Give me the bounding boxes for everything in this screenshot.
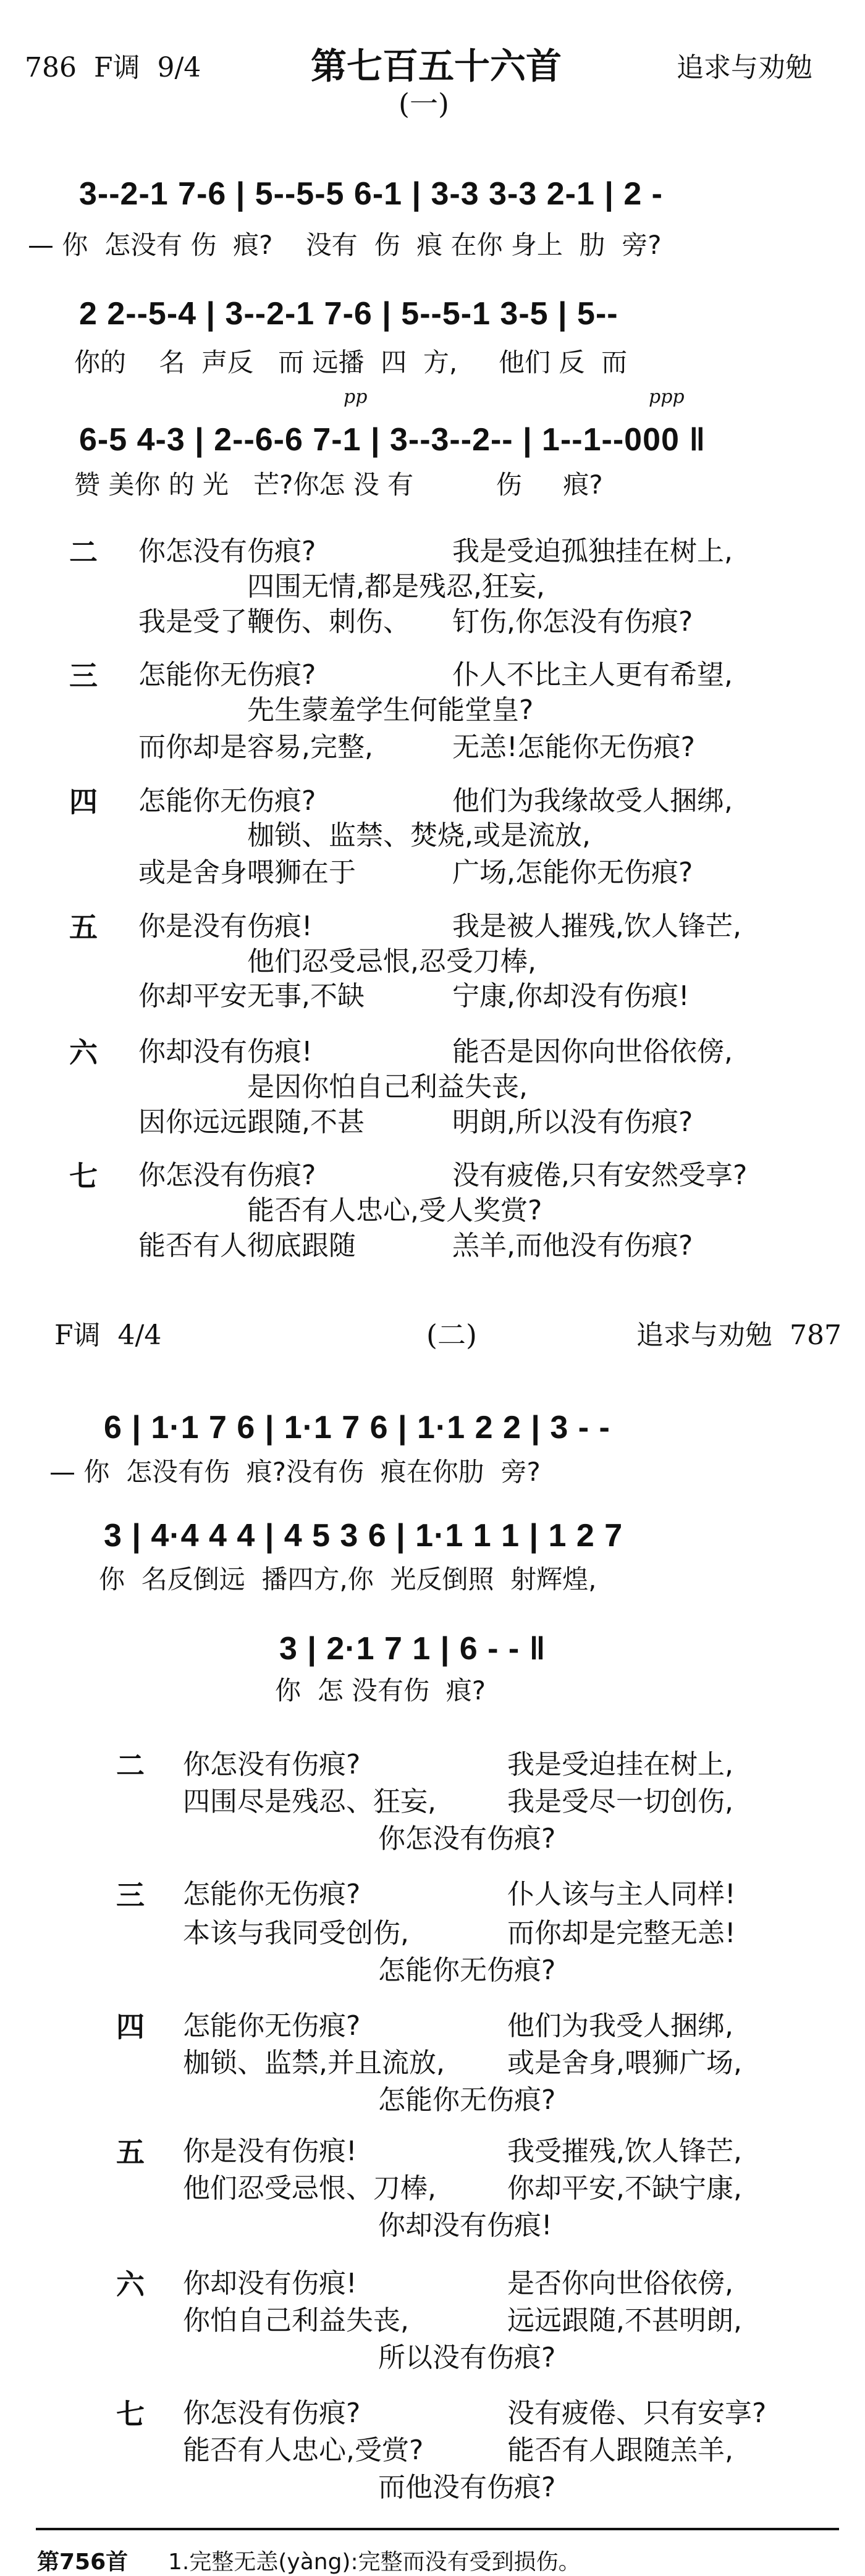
verse-line: 四围尽是残忍、狂妄, <box>183 1786 436 1817</box>
verse-line: 我受摧残,饮人锋芒, <box>507 2136 742 2167</box>
verse-line: 钉伤,你怎没有伤痕? <box>452 606 693 638</box>
verse-line: 羔羊,而他没有伤痕? <box>452 1230 693 1261</box>
verse-line: 怎能你无伤痕? <box>183 1879 361 1910</box>
verse-line: 或是舍身,喂狮广场, <box>507 2047 742 2079</box>
verse-line: 你却没有伤痕! <box>378 2210 552 2241</box>
verse-line: 你却平安,不缺宁康, <box>507 2173 742 2204</box>
verse-number: 三 <box>116 1879 145 1912</box>
footnote-label: 第756首 <box>37 2549 129 2575</box>
notation-row: 2 2--5-4 | 3--2-1 7-6 | 5--5-1 3-5 | 5-- <box>79 296 618 332</box>
dynamic-ppp: ppp <box>649 386 685 408</box>
verse-line: 能否有人彻底跟随 <box>138 1230 356 1261</box>
verse-line: 先生蒙羞学生何能堂皇? <box>247 694 534 726</box>
lyrics-row: — 你 怎没有伤 痕?没有伤 痕在你肋 旁? <box>49 1457 541 1487</box>
verse-line: 怎能你无伤痕? <box>378 1955 556 1986</box>
key-meter-2: F调 4/4 <box>54 1320 162 1351</box>
verse-number: 二 <box>116 1749 145 1782</box>
verse-line: 无恙!怎能你无伤痕? <box>452 731 695 763</box>
verse-line: 你怕自己利益失丧, <box>183 2305 409 2336</box>
verse-line: 能否有人跟随羔羊, <box>507 2435 733 2466</box>
verse-line: 仆人该与主人同样! <box>507 1879 736 1910</box>
notation-row: 3 | 4·4 4 4 | 4 5 3 6 | 1·1 1 1 | 1 2 7 <box>104 1518 623 1554</box>
verse-line: 我是受了鞭伤、刺伤、 <box>138 606 410 638</box>
verse-line: 没有疲倦、只有安享? <box>507 2397 767 2429</box>
section-page: 追求与劝勉 787 <box>636 1320 842 1351</box>
verse-line: 你怎没有伤痕? <box>183 2397 361 2429</box>
lyrics-row: 赞 美你 的 光 芒?你怎 没 有 伤 痕? <box>74 469 603 500</box>
verse-number: 二 <box>69 536 98 569</box>
verse-line: 四围无情,都是残忍,狂妄, <box>247 571 545 602</box>
lyrics-row: 你的 名 声反 而 远播 四 方, 他们 反 而 <box>74 347 628 377</box>
verse-line: 枷锁、监禁,并且流放, <box>183 2047 445 2079</box>
verse-line: 他们为我缘故受人捆绑, <box>452 785 733 817</box>
verse-line: 你怎没有伤痕? <box>138 536 316 567</box>
verse-line: 你却平安无事,不缺 <box>138 980 365 1012</box>
verse-line: 宁康,你却没有伤痕! <box>452 980 690 1012</box>
verse-line: 因你远远跟随,不甚 <box>138 1106 365 1138</box>
verse-line: 怎能你无伤痕? <box>183 2010 361 2042</box>
part-label-1: (一) <box>399 87 449 120</box>
verse-line: 怎能你无伤痕? <box>138 659 316 691</box>
verse-line: 怎能你无伤痕? <box>378 2084 556 2116</box>
verse-line: 你是没有伤痕! <box>138 911 313 942</box>
verse-line: 我是被人摧残,饮人锋芒, <box>452 911 741 942</box>
notation-row: 3--2-1 7-6 | 5--5-5 6-1 | 3-3 3-3 2-1 | 2 - <box>79 176 664 212</box>
lyrics-row: 你 名反倒远 播四方,你 光反倒照 射辉煌, <box>99 1564 597 1594</box>
verse-number: 七 <box>69 1160 98 1193</box>
verse-line: 他们忍受忌恨、刀棒, <box>183 2173 436 2204</box>
verse-line: 能否是因你向世俗依傍, <box>452 1036 733 1067</box>
section-name: 追求与劝勉 <box>677 52 812 83</box>
verse-line: 本该与我同受创伤, <box>183 1917 409 1949</box>
verse-number: 三 <box>69 659 98 692</box>
verse-line: 明朗,所以没有伤痕? <box>452 1106 693 1138</box>
notation-row: 6-5 4-3 | 2--6-6 7-1 | 3--3--2-- | 1--1--000 ‖ <box>79 422 706 458</box>
verse-line: 广场,怎能你无伤痕? <box>452 857 693 888</box>
notation-row: 3 | 2·1 7 1 | 6 - - ‖ <box>279 1631 546 1667</box>
verse-line: 能否有人忠心,受赏? <box>183 2435 424 2466</box>
verse-number: 六 <box>116 2268 145 2301</box>
verse-line: 我是受迫挂在树上, <box>507 1749 733 1780</box>
verse-number: 四 <box>116 2010 145 2044</box>
verse-line: 我是受尽一切创伤, <box>507 1786 733 1817</box>
verse-line: 他们忍受忌恨,忍受刀棒, <box>247 946 536 977</box>
notation-row: 6 | 1·1 7 6 | 1·1 7 6 | 1·1 2 2 | 3 - - <box>104 1410 610 1446</box>
verse-line: 你怎没有伤痕? <box>378 1823 556 1854</box>
footnote-text: 1.完整无恙(yàng):完整而没有受到损伤。 <box>168 2549 581 2575</box>
verse-line: 我是受迫孤独挂在树上, <box>452 536 733 567</box>
dynamic-pp: pp <box>344 386 368 408</box>
lyrics-row: — 你 怎没有 伤 痕? 没有 伤 痕 在你 身上 肋 旁? <box>28 230 662 260</box>
verse-line: 仆人不比主人更有希望, <box>452 659 733 691</box>
verse-number: 四 <box>69 785 98 819</box>
lyrics-row: 你 怎 没有伤 痕? <box>275 1675 486 1706</box>
verse-line: 你怎没有伤痕? <box>183 1749 361 1780</box>
verse-line: 或是舍身喂狮在于 <box>138 857 356 888</box>
verse-line: 而你却是完整无恙! <box>507 1917 736 1949</box>
verse-line: 而他没有伤痕? <box>378 2472 556 2503</box>
verse-line: 是否你向世俗依傍, <box>507 2268 733 2299</box>
verse-line: 枷锁、监禁、焚烧,或是流放, <box>247 820 591 851</box>
verse-number: 六 <box>69 1036 98 1069</box>
verse-line: 你是没有伤痕! <box>183 2136 357 2167</box>
page-number-key-meter: 786 F调 9/4 <box>25 52 201 83</box>
verse-number: 五 <box>116 2136 145 2169</box>
verse-number: 七 <box>116 2397 145 2431</box>
verse-line: 是因你怕自己利益失丧, <box>247 1071 528 1103</box>
footnote-divider <box>36 2528 839 2530</box>
verse-line: 没有疲倦,只有安然受享? <box>452 1160 748 1191</box>
verse-line: 你却没有伤痕! <box>138 1036 313 1067</box>
verse-line: 而你却是容易,完整, <box>138 731 373 763</box>
verse-line: 能否有人忠心,受人奖赏? <box>247 1195 542 1226</box>
verse-line: 你却没有伤痕! <box>183 2268 357 2299</box>
verse-number: 五 <box>69 911 98 944</box>
verse-line: 远远跟随,不甚明朗, <box>507 2305 742 2336</box>
hymn-title: 第七百五十六首 <box>311 45 562 87</box>
part-label-2: (二) <box>426 1318 477 1352</box>
verse-line: 所以没有伤痕? <box>378 2342 556 2373</box>
verse-line: 他们为我受人捆绑, <box>507 2010 733 2042</box>
verse-line: 怎能你无伤痕? <box>138 785 316 817</box>
verse-line: 你怎没有伤痕? <box>138 1160 316 1191</box>
